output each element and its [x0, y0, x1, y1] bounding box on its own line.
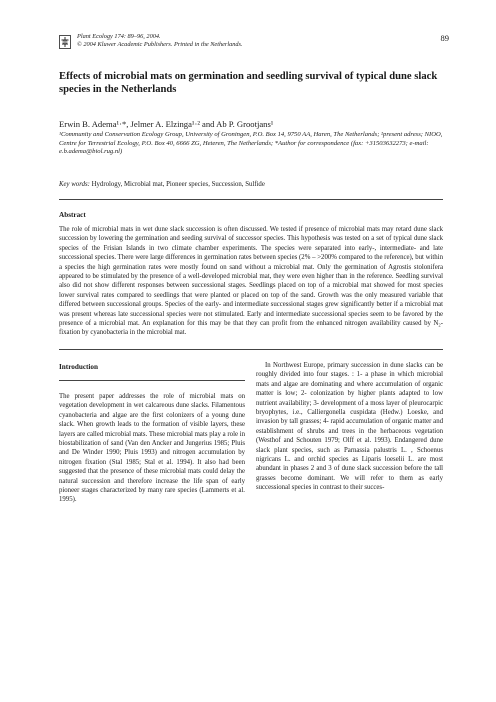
- article-title: Effects of microbial mats on germination and seedling survival of typical dune slack species in the Netherlands: [59, 71, 438, 95]
- page-number: 89: [440, 33, 449, 43]
- journal-line: Plant Ecology 174: 89–96, 2004.: [77, 33, 161, 40]
- abstract-body: [59, 225, 443, 338]
- introduction-paragraph-2: In Northwest Europe, primary succession in dune slacks can be roughly divided into four stages. : 1- a phase in which microbial mats and algae are dominating and where accumulation of organic matter is low; 2- colonization by higher plants adapted to low nutrient availability; 3- development of a moss layer of pleurocarpic bryophytes, i.e., Calliergonella cuspidata (Hedw.) Loeske, and invasion by tall grasses; 4- rapid accumulation of organic matter and establishment of shrubs and trees in the herbaceous vegetation (Westhof and Schouten 1979; Olff et al. 1993). Endangered dune slack plant species, such as Parnassia palustris L. , Schoenus nigricans L. and orchid species as Liparis loeselii L. are most abundant in phases 2 and 3 of dune slack succession before the tall grasses become dominant. We will refer to them as early successional species in contrast to their succes-: [256, 362, 443, 492]
- affiliations: ¹Community and Conservation Ecology Group, University of Groningen, P.O. Box 14, 9750 AA, Haren, The Netherlands; ²present adress; NIOO, Centre for Terrestrial Ecology, P.O. Box 40, 6666 ZG, Heteren, The Netherlands; *Author for correspondence (fax: +31503632273; e-mail: e.b.adema@biol.rug.nl): [59, 131, 443, 156]
- keywords-list: Hydrology, Microbial mat, Pioneer species, Succession, Sulfide: [91, 181, 265, 188]
- abstract-heading: Abstract: [59, 211, 86, 219]
- introduction-left-column: [59, 392, 245, 505]
- copyright-line: © 2004 Kluwer Academic Publishers. Printed in the Netherlands.: [77, 41, 243, 48]
- divider-bottom: [59, 349, 443, 350]
- publisher-logo-icon: [59, 35, 71, 49]
- keywords-label: Key words:: [59, 181, 90, 188]
- introduction-heading: Introduction: [59, 363, 99, 371]
- introduction-paragraph-1: The present paper addresses the role of microbial mats on vegetation development in wet calcareous dune slacks. Filamentous cyanobacteria and algae are the first colonizers of a young dune slack. When growth leads to the formation of visible layers, these layers are called microbial mats. These microbial mats play a role in biostabilization of sand (Van den Ancker and Jungerius 1985; Pluis and De Winder 1990; Pluis 1993) and nitrogen accumulation by nitrogen fixation (Stal 1985; Stal et al. 1994). It also had been suggested that the presence of these microbial mats could delay the natural succession and therefore increase the life span of early pioneer stages characterized by many rare species (Lammerts et al. 1995).: [59, 393, 245, 504]
- introduction-right-column: [256, 361, 443, 493]
- journal-header: [59, 33, 449, 55]
- introduction-divider: [59, 380, 245, 381]
- journal-citation: [77, 33, 243, 49]
- divider-top: [59, 199, 443, 200]
- author-list: Erwin B. Adema¹·*, Jelmer A. Elzinga¹·² and Ab P. Grootjans¹: [59, 119, 274, 129]
- abstract-text: The role of microbial mats in wet dune slack succession is often discussed. We tested if presence of microbial mats may retard dune slack succession by lowering the germination and seeding survival of successor species. This hypothesis was tested on a set of typical dune slack species of the Frisian Islands in two climate chamber experiments. The species were separated into early-, intermediate- and late successional species. There were large differences in germination rates between species (2% – >200% compared to the reference), but within a species the high germination rates were mostly found on sand without a microbial mat. Only the germination of Agrostis stolonifera appeared to be stimulated by the presence of a well-developed microbial mat, they were even higher than in the reference. Seedling survival also did not show different responses between successional stages. Seedlings placed on top of a microbial mat showed for most species lower survival rates compared to seedlings that were planted or placed on top of the sand. Growth was the only measured variable that differed between successional groups. Species of the early- and intermediate successional stages grew significantly better if a microbial mat was present whereas late successional species were not stimulated. Early and intermediate successional species seem to be favored by the presence of a microbial mat. An explanation for this may be that they can profit from the enhanced nitrogen availability caused by N₂-fixation by cyanobacteria in the microbial mat.: [59, 226, 443, 337]
- keywords: [59, 181, 443, 190]
